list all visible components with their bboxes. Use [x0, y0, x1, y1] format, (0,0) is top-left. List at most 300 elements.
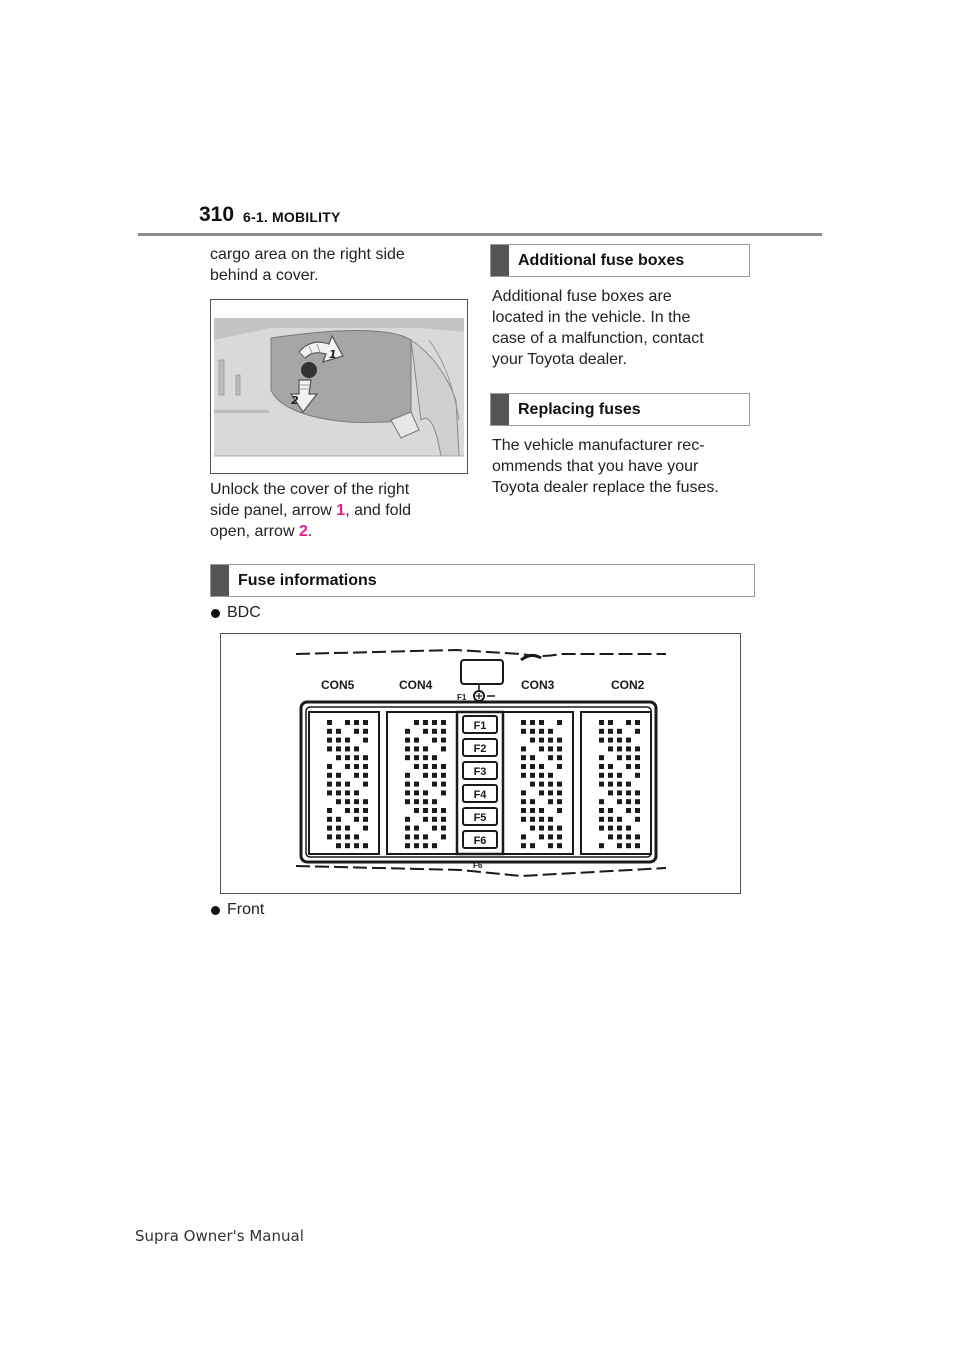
connector-pin	[405, 773, 410, 778]
connector-pin	[530, 738, 535, 743]
connector-pin	[617, 799, 622, 804]
connector-pin	[363, 826, 368, 831]
connector-pin	[354, 764, 359, 769]
connector-pin	[432, 773, 437, 778]
connector-pin	[626, 764, 631, 769]
heading-text: Replacing fuses	[518, 400, 641, 418]
connector-pin	[635, 773, 640, 778]
connector-pin	[345, 843, 350, 848]
connector-pin	[608, 720, 613, 725]
footer-manual-title: Supra Owner's Manual	[135, 1227, 304, 1245]
connector-pin	[354, 755, 359, 760]
connector-pin	[626, 834, 631, 839]
heading-text: Fuse informations	[238, 571, 377, 589]
connector-pin	[626, 826, 631, 831]
bullet-text: BDC	[227, 604, 261, 621]
connector-pin	[336, 790, 341, 795]
connector-pin	[599, 826, 604, 831]
connector-pin	[423, 720, 428, 725]
connector-pin	[599, 729, 604, 734]
connector-pin	[414, 764, 419, 769]
instruction-text	[210, 479, 470, 542]
connector-pin	[548, 843, 553, 848]
connector-pin	[521, 773, 526, 778]
connector-pin	[441, 738, 446, 743]
connector-pin	[327, 764, 332, 769]
connector-pin	[354, 843, 359, 848]
header-rule	[138, 233, 822, 236]
connector-pin	[405, 834, 410, 839]
connector-pin	[432, 826, 437, 831]
connector-pin	[363, 799, 368, 804]
connector-pin	[626, 799, 631, 804]
fuse-informations-heading	[210, 564, 755, 597]
instruction-line-3	[210, 521, 470, 542]
connector-pin	[336, 826, 341, 831]
connector-pin	[635, 808, 640, 813]
page-number: 310	[199, 203, 235, 226]
connector-pin	[336, 746, 341, 751]
connector-pin	[405, 790, 410, 795]
connector-pin	[405, 843, 410, 848]
connector-pin	[441, 790, 446, 795]
fuse-label: F5	[473, 812, 487, 824]
connector-pin	[521, 720, 526, 725]
connector-pin	[441, 808, 446, 813]
bdc-fuse-diagram	[220, 633, 741, 894]
connector-pin	[345, 799, 350, 804]
cargo-cover-illustration	[211, 300, 467, 473]
fuse-label: F2	[473, 743, 487, 755]
text-line: your Toyota dealer.	[492, 351, 627, 368]
connector-pin	[539, 720, 544, 725]
connector-pin	[354, 773, 359, 778]
bdc-fuse-diagram-drawing	[221, 634, 740, 893]
connector-pin	[626, 782, 631, 787]
connector-pin	[345, 808, 350, 813]
connector-label-con5: CON5	[321, 678, 355, 692]
connector-pin	[423, 817, 428, 822]
connector-pin	[327, 834, 332, 839]
connector-pin	[441, 834, 446, 839]
connector-pin	[405, 782, 410, 787]
connector-pin	[423, 799, 428, 804]
connector-pin	[405, 755, 410, 760]
connector-pin	[617, 817, 622, 822]
connector-pin	[345, 834, 350, 839]
connector-pin	[363, 720, 368, 725]
connector-pin	[521, 729, 526, 734]
intro-line: behind a cover.	[210, 267, 319, 284]
connector-pin	[548, 799, 553, 804]
connector-pin	[617, 843, 622, 848]
connector-pin	[441, 826, 446, 831]
connector-pin	[608, 817, 613, 822]
connector-pin	[336, 799, 341, 804]
connector-pin	[432, 782, 437, 787]
connector-pin	[363, 729, 368, 734]
connector-pin	[441, 782, 446, 787]
connector-pin	[530, 826, 535, 831]
connector-pin	[432, 755, 437, 760]
connector-pin	[557, 843, 562, 848]
text-line: Toyota dealer replace the fuses.	[492, 479, 719, 496]
connector-pin	[414, 746, 419, 751]
connector-pin	[530, 782, 535, 787]
bullet-dot-icon	[211, 609, 220, 618]
connector-pin	[345, 755, 350, 760]
connector-pin	[599, 738, 604, 743]
connector-pin	[345, 790, 350, 795]
connector-pin	[432, 720, 437, 725]
connector-pin	[327, 808, 332, 813]
additional-fuse-boxes-text	[492, 286, 752, 370]
heading-text: Additional fuse boxes	[518, 251, 685, 269]
connector-pin	[617, 773, 622, 778]
instruction-line-1: Unlock the cover of the right	[210, 481, 410, 498]
connector-pin	[530, 843, 535, 848]
connector-label-con3: CON3	[521, 678, 555, 692]
bullet-bdc	[211, 604, 261, 622]
connector-pin	[557, 764, 562, 769]
connector-pin	[557, 799, 562, 804]
additional-fuse-boxes-heading	[490, 244, 750, 277]
connector-pin	[626, 720, 631, 725]
connector-pin	[327, 826, 332, 831]
connector-pin	[530, 773, 535, 778]
connector-pin	[336, 843, 341, 848]
connector-pin	[530, 755, 535, 760]
connector-pin	[608, 808, 613, 813]
connector-pin	[599, 799, 604, 804]
heading-bar	[491, 245, 509, 276]
connector-pin	[345, 720, 350, 725]
connector-pin	[327, 790, 332, 795]
connector-pin	[548, 773, 553, 778]
connector-pin	[354, 799, 359, 804]
instruction-text-part: .	[307, 523, 313, 540]
connector-pin	[432, 729, 437, 734]
connector-pin	[557, 808, 562, 813]
connector-pin	[617, 729, 622, 734]
connector-pin	[327, 729, 332, 734]
connector-pin	[599, 764, 604, 769]
connector-pin	[441, 764, 446, 769]
connector-pin	[363, 755, 368, 760]
connector-pin	[423, 790, 428, 795]
text-line: case of a malfunction, contact	[492, 330, 704, 347]
connector-pin	[521, 843, 526, 848]
connector-pin	[432, 799, 437, 804]
connector-pin	[441, 817, 446, 822]
section-title: 6-1. MOBILITY	[243, 209, 341, 225]
connector-pin	[336, 834, 341, 839]
connector-pin	[608, 764, 613, 769]
connector-pin	[363, 843, 368, 848]
connector-pin	[405, 799, 410, 804]
connector-pin	[363, 764, 368, 769]
connector-pin	[345, 746, 350, 751]
connector-pin	[530, 817, 535, 822]
diagram-bottom-label: F6	[473, 861, 483, 870]
fuse-label: F3	[473, 766, 487, 778]
connector-pin	[599, 773, 604, 778]
connector-pin	[530, 808, 535, 813]
connector-pin	[599, 720, 604, 725]
bullet-text: Front	[227, 901, 265, 918]
connector-pin	[327, 746, 332, 751]
connector-pin	[608, 782, 613, 787]
figure-arrow-2-label: 2	[291, 394, 299, 407]
connector-pin	[521, 755, 526, 760]
text-line: located in the vehicle. In the	[492, 309, 691, 326]
fuse-slots	[463, 716, 497, 848]
connector-pin	[539, 764, 544, 769]
connector-pin	[626, 808, 631, 813]
text-line: The vehicle manufacturer rec-	[492, 437, 705, 454]
connector-pin	[539, 729, 544, 734]
connector-pin	[617, 746, 622, 751]
connector-pin	[345, 782, 350, 787]
connector-pin	[423, 729, 428, 734]
connector-pin	[557, 790, 562, 795]
connector-pin	[345, 738, 350, 743]
connector-pin	[548, 729, 553, 734]
connector-pin	[363, 782, 368, 787]
replacing-fuses-heading	[490, 393, 750, 426]
connector-pin	[363, 773, 368, 778]
connector-pin	[530, 729, 535, 734]
connector-label-con4: CON4	[399, 678, 433, 692]
connector-pin	[635, 720, 640, 725]
connector-pin	[548, 817, 553, 822]
heading-bar	[491, 394, 509, 425]
connector-pin	[414, 782, 419, 787]
connector-pin	[405, 817, 410, 822]
connector-pin	[345, 826, 350, 831]
connector-pin	[635, 790, 640, 795]
connector-pin	[354, 729, 359, 734]
connector-pin	[635, 729, 640, 734]
connector-pin	[635, 746, 640, 751]
heading-bar	[211, 565, 229, 596]
connector-pin	[548, 834, 553, 839]
connector-pin	[539, 817, 544, 822]
connector-pin	[414, 799, 419, 804]
connector-label-con2: CON2	[611, 678, 645, 692]
connector-pin	[327, 738, 332, 743]
connector-pin	[617, 738, 622, 743]
connector-pin	[354, 834, 359, 839]
connector-pin	[336, 755, 341, 760]
connector-pin	[432, 764, 437, 769]
connector-pin	[539, 826, 544, 831]
instruction-text-part: open, arrow	[210, 523, 299, 540]
connector-pin	[635, 834, 640, 839]
connector-pin	[599, 817, 604, 822]
connector-pin	[336, 738, 341, 743]
connector-pin	[441, 729, 446, 734]
connector-pin	[608, 746, 613, 751]
connector-pin	[363, 808, 368, 813]
connector-pin	[626, 790, 631, 795]
connector-pin	[539, 782, 544, 787]
connector-pin	[441, 773, 446, 778]
connector-pin	[635, 799, 640, 804]
connector-pin	[414, 808, 419, 813]
connector-pin	[363, 738, 368, 743]
connector-pin	[557, 720, 562, 725]
connector-pin	[354, 790, 359, 795]
connector-pin	[521, 790, 526, 795]
connector-pin	[539, 738, 544, 743]
arrow-1-ref: 1	[336, 502, 346, 519]
connector-pin	[423, 764, 428, 769]
connector-pin	[345, 764, 350, 769]
connector-pin	[617, 755, 622, 760]
connector-pin	[521, 799, 526, 804]
connector-pin	[423, 834, 428, 839]
connector-pin	[521, 834, 526, 839]
connector-pin	[539, 808, 544, 813]
connector-pin	[530, 799, 535, 804]
intro-line: cargo area on the right side	[210, 246, 405, 263]
connector-pin	[336, 729, 341, 734]
instruction-text-part: side panel, arrow	[210, 502, 337, 519]
connector-pin	[336, 817, 341, 822]
cargo-cover-figure	[210, 299, 468, 474]
diagram-top-label: F1	[457, 693, 467, 702]
connector-pin	[441, 746, 446, 751]
connector-pin	[617, 790, 622, 795]
connector-pin	[441, 720, 446, 725]
connector-pin	[327, 817, 332, 822]
connector-pin	[405, 826, 410, 831]
connector-pin	[608, 738, 613, 743]
connector-pin	[539, 834, 544, 839]
connector-pin	[336, 782, 341, 787]
connector-pin	[530, 764, 535, 769]
connector-pin	[626, 755, 631, 760]
connector-pin	[414, 755, 419, 760]
connector-pin	[599, 843, 604, 848]
connector-pin	[414, 826, 419, 831]
connector-pin	[354, 808, 359, 813]
connector-pin	[521, 808, 526, 813]
connector-pin	[414, 843, 419, 848]
connector-pin	[423, 808, 428, 813]
connector-pin	[608, 729, 613, 734]
connector-pin	[521, 764, 526, 769]
connector-pin	[608, 773, 613, 778]
connector-pin	[626, 746, 631, 751]
connector-pin	[423, 773, 428, 778]
connector-pin	[336, 773, 341, 778]
connector-pin	[599, 808, 604, 813]
connector-pin	[414, 720, 419, 725]
connector-pin	[635, 755, 640, 760]
bullet-front	[211, 901, 264, 919]
connector-pin	[557, 826, 562, 831]
fuse-label: F6	[473, 835, 487, 847]
connector-pin	[327, 782, 332, 787]
connector-pin	[521, 746, 526, 751]
connector-pin	[608, 790, 613, 795]
connector-pin	[548, 738, 553, 743]
connector-pin	[354, 720, 359, 725]
connector-pin	[557, 746, 562, 751]
connector-pin	[548, 782, 553, 787]
connector-pin	[432, 738, 437, 743]
connector-pin	[327, 773, 332, 778]
bullet-dot-icon	[211, 906, 220, 915]
connector-pin	[354, 746, 359, 751]
connector-pin	[635, 843, 640, 848]
connector-pin	[530, 720, 535, 725]
connector-pin	[414, 790, 419, 795]
connector-pin	[617, 834, 622, 839]
connector-pin	[557, 755, 562, 760]
replacing-fuses-text	[492, 435, 762, 498]
connector-pin	[521, 817, 526, 822]
connector-pin	[548, 746, 553, 751]
text-line: ommends that you have your	[492, 458, 699, 475]
text-line: Additional fuse boxes are	[492, 288, 672, 305]
connector-pin	[617, 826, 622, 831]
connector-pin	[354, 817, 359, 822]
connector-pin	[548, 790, 553, 795]
connector-pin	[539, 773, 544, 778]
connector-pin	[539, 790, 544, 795]
connector-pin	[423, 755, 428, 760]
connector-pin	[557, 834, 562, 839]
connector-pin	[432, 843, 437, 848]
connector-pin	[423, 746, 428, 751]
arrow-2-ref: 2	[298, 523, 308, 540]
fuse-label: F4	[473, 789, 487, 801]
connector-pin	[599, 782, 604, 787]
connector-pin	[405, 746, 410, 751]
intro-text	[210, 244, 460, 286]
connector-pin	[432, 808, 437, 813]
figure-arrow-1-label: 1	[329, 348, 337, 361]
connector-pin	[405, 738, 410, 743]
connector-pin	[548, 826, 553, 831]
connector-pin	[557, 738, 562, 743]
instruction-text-part: , and fold	[345, 502, 412, 519]
connector-pin	[557, 782, 562, 787]
connector-pin	[414, 834, 419, 839]
connector-pin	[608, 834, 613, 839]
connector-pin	[423, 843, 428, 848]
connector-pin	[635, 764, 640, 769]
connector-pin	[432, 817, 437, 822]
fuse-label: F1	[473, 720, 487, 732]
connector-pin	[608, 826, 613, 831]
connector-pin	[539, 746, 544, 751]
connector-pin	[599, 755, 604, 760]
connector-pin	[626, 738, 631, 743]
instruction-line-2	[210, 500, 470, 521]
connector-pin	[548, 755, 553, 760]
connector-pin	[635, 817, 640, 822]
connector-pin	[405, 729, 410, 734]
connector-pin	[363, 817, 368, 822]
connector-pin	[626, 843, 631, 848]
connector-pin	[327, 720, 332, 725]
connector-pin	[617, 782, 622, 787]
connector-pin	[414, 738, 419, 743]
